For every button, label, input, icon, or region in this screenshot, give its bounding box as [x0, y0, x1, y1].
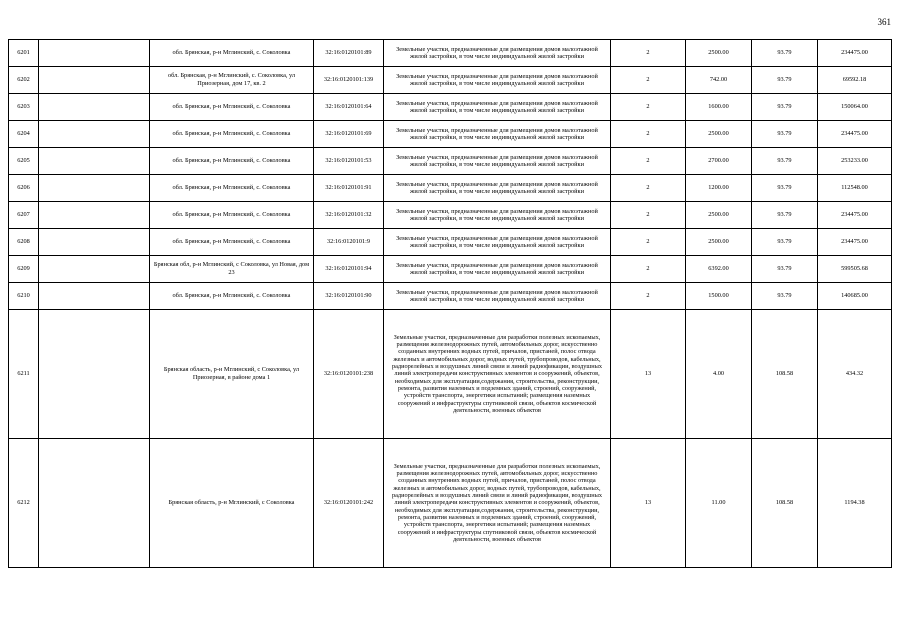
- cell-number: 6205: [9, 148, 39, 175]
- cell-cadastral-value: 112548.00: [818, 175, 892, 202]
- cell-use-code: 2: [611, 229, 686, 256]
- cell-area: 11.00: [686, 439, 752, 568]
- cell-area: 2500.00: [686, 229, 752, 256]
- table-row: [9, 256, 892, 283]
- cell-area: 2500.00: [686, 121, 752, 148]
- table-row: [9, 283, 892, 310]
- cell-number: 6202: [9, 67, 39, 94]
- cell-use-code: 2: [611, 202, 686, 229]
- cell-land-use: Земельные участки, предназначенные для размещения домов малоэтажной жилой застройки, в том числе индивидуальной жилой застройки: [384, 94, 611, 121]
- cadastral-registry-table: [8, 39, 892, 568]
- table-row: [9, 229, 892, 256]
- cell-specific-value: 93.79: [752, 67, 818, 94]
- cell-empty: [39, 229, 150, 256]
- cell-empty: [39, 67, 150, 94]
- cell-cadastral-value: 140685.00: [818, 283, 892, 310]
- cell-specific-value: 93.79: [752, 256, 818, 283]
- cell-cadastral-number: 32:16:0120101:89: [314, 40, 384, 67]
- cell-cadastral-number: 32:16:0120101:32: [314, 202, 384, 229]
- cell-number: 6208: [9, 229, 39, 256]
- cell-number: 6204: [9, 121, 39, 148]
- cell-address: Брянская область, р-н Мглинский, с Соколовка, ул Приозерная, в районе дома 1: [150, 310, 314, 439]
- cell-address: обл. Брянская, р-н Мглинский, с. Соколовка: [150, 148, 314, 175]
- cell-empty: [39, 40, 150, 67]
- cell-area: 4.00: [686, 310, 752, 439]
- cell-specific-value: 93.79: [752, 40, 818, 67]
- cell-area: 1600.00: [686, 94, 752, 121]
- cell-empty: [39, 439, 150, 568]
- cell-specific-value: 93.79: [752, 175, 818, 202]
- cell-cadastral-number: 32:16:0120101:94: [314, 256, 384, 283]
- cell-cadastral-number: 32:16:0120101:69: [314, 121, 384, 148]
- cell-cadastral-number: 32:16:0120101:91: [314, 175, 384, 202]
- cell-land-use: Земельные участки, предназначенные для разработки полезных ископаемых, размещения железнодорожных путей, автомобильных дорог, искусственно созданных внутренних водных путей, причалов, пристаней, полос отвода железных и автомобильных дорог, водных путей, трубопроводов, кабельных, радиорелейных и воздушных линий связи и линий радиофикации, воздушных линий электропередачи конструктивных элементов и сооружений, объектов, необходимых для эксплуатации,содержания, строительства, реконструкции, ремонта, развития наземных и подземных зданий, строений, сооружений, устройств транспорта, энергетики испытаний; размещения наземных сооружений и инфраструктуры спутниковой связи, объектов космической деятельности, военных объектов: [384, 310, 611, 439]
- cell-address: обл. Брянская, р-н Мглинский, с. Соколовка: [150, 94, 314, 121]
- cell-specific-value: 108.58: [752, 439, 818, 568]
- cell-use-code: 2: [611, 121, 686, 148]
- cell-specific-value: 108.58: [752, 310, 818, 439]
- cell-number: 6203: [9, 94, 39, 121]
- cell-land-use: Земельные участки, предназначенные для размещения домов малоэтажной жилой застройки, в том числе индивидуальной жилой застройки: [384, 121, 611, 148]
- cell-empty: [39, 94, 150, 121]
- cell-address: обл. Брянская, р-н Мглинский, с. Соколовка: [150, 40, 314, 67]
- cell-number: 6212: [9, 439, 39, 568]
- cell-number: 6207: [9, 202, 39, 229]
- cell-empty: [39, 175, 150, 202]
- table-row: [9, 175, 892, 202]
- cell-specific-value: 93.79: [752, 229, 818, 256]
- cell-specific-value: 93.79: [752, 283, 818, 310]
- table-row: [9, 121, 892, 148]
- cell-address: обл. Брянская, р-н Мглинский, с. Соколовка: [150, 202, 314, 229]
- cell-address: обл. Брянская, р-н Мглинский, с. Соколовка: [150, 283, 314, 310]
- cell-cadastral-number: 32:16:0120101:242: [314, 439, 384, 568]
- cell-land-use: Земельные участки, предназначенные для размещения домов малоэтажной жилой застройки, в том числе индивидуальной жилой застройки: [384, 40, 611, 67]
- cell-use-code: 2: [611, 175, 686, 202]
- table-row: [9, 67, 892, 94]
- table-row: [9, 202, 892, 229]
- cell-cadastral-number: 32:16:0120101:139: [314, 67, 384, 94]
- cell-number: 6211: [9, 310, 39, 439]
- cell-empty: [39, 256, 150, 283]
- cell-land-use: Земельные участки, предназначенные для размещения домов малоэтажной жилой застройки, в том числе индивидуальной жилой застройки: [384, 67, 611, 94]
- cell-use-code: 2: [611, 67, 686, 94]
- cell-address: обл. Брянская, р-н Мглинский, с. Соколовка: [150, 229, 314, 256]
- cell-area: 1200.00: [686, 175, 752, 202]
- cell-cadastral-value: 234475.00: [818, 202, 892, 229]
- cell-cadastral-number: 32:16:0120101:238: [314, 310, 384, 439]
- cell-cadastral-value: 69592.18: [818, 67, 892, 94]
- cell-empty: [39, 148, 150, 175]
- cell-area: 742.00: [686, 67, 752, 94]
- cell-address: обл. Брянская, р-н Мглинский, с. Соколовка: [150, 121, 314, 148]
- cell-use-code: 2: [611, 256, 686, 283]
- cell-cadastral-value: 1194.38: [818, 439, 892, 568]
- cell-area: 2500.00: [686, 202, 752, 229]
- cell-land-use: Земельные участки, предназначенные для размещения домов малоэтажной жилой застройки, в том числе индивидуальной жилой застройки: [384, 256, 611, 283]
- cell-cadastral-value: 234475.00: [818, 40, 892, 67]
- cell-empty: [39, 121, 150, 148]
- cell-use-code: 2: [611, 94, 686, 121]
- cell-area: 6392.00: [686, 256, 752, 283]
- cell-number: 6206: [9, 175, 39, 202]
- cell-cadastral-value: 599505.68: [818, 256, 892, 283]
- cell-address: Брянская область, р-н Мглинский, с Соколовка: [150, 439, 314, 568]
- cell-address: Брянская обл, р-н Мглинский, с Соколовка, ул Новая, дом 23: [150, 256, 314, 283]
- cell-use-code: 2: [611, 40, 686, 67]
- cell-area: 1500.00: [686, 283, 752, 310]
- cell-address: обл. Брянская, р-н Мглинский, с. Соколовка, ул Приозерная, дом 17, кв. 2: [150, 67, 314, 94]
- cell-empty: [39, 310, 150, 439]
- cell-cadastral-number: 32:16:0120101:90: [314, 283, 384, 310]
- cell-use-code: 2: [611, 148, 686, 175]
- cell-area: 2700.00: [686, 148, 752, 175]
- cell-cadastral-number: 32:16:0120101:64: [314, 94, 384, 121]
- cell-specific-value: 93.79: [752, 148, 818, 175]
- table-row: [9, 94, 892, 121]
- cell-land-use: Земельные участки, предназначенные для размещения домов малоэтажной жилой застройки, в том числе индивидуальной жилой застройки: [384, 229, 611, 256]
- table-row: [9, 439, 892, 568]
- cell-empty: [39, 283, 150, 310]
- cell-area: 2500.00: [686, 40, 752, 67]
- cell-land-use: Земельные участки, предназначенные для размещения домов малоэтажной жилой застройки, в том числе индивидуальной жилой застройки: [384, 202, 611, 229]
- cell-use-code: 13: [611, 310, 686, 439]
- cell-cadastral-value: 253233.00: [818, 148, 892, 175]
- cell-cadastral-value: 150064.00: [818, 94, 892, 121]
- cell-land-use: Земельные участки, предназначенные для разработки полезных ископаемых, размещения железнодорожных путей, автомобильных дорог, искусственно созданных внутренних водных путей, причалов, пристаней, полос отвода железных и автомобильных дорог, водных путей, трубопроводов, кабельных, радиорелейных и воздушных линий связи и линий радиофикации, воздушных линий электропередачи конструктивных элементов и сооружений, объектов, необходимых для эксплуатации,содержания, строительства, реконструкции, ремонта, развития наземных и подземных зданий, строений, сооружений, устройств транспорта, энергетики испытаний; размещения наземных сооружений и инфраструктуры спутниковой связи, объектов космической деятельности, военных объектов: [384, 439, 611, 568]
- cell-cadastral-value: 234475.00: [818, 229, 892, 256]
- cell-land-use: Земельные участки, предназначенные для размещения домов малоэтажной жилой застройки, в том числе индивидуальной жилой застройки: [384, 148, 611, 175]
- cell-number: 6201: [9, 40, 39, 67]
- table-row: [9, 310, 892, 439]
- cell-specific-value: 93.79: [752, 202, 818, 229]
- cell-number: 6210: [9, 283, 39, 310]
- cell-use-code: 13: [611, 439, 686, 568]
- cell-cadastral-value: 234475.00: [818, 121, 892, 148]
- cell-cadastral-number: 32:16:0120101:53: [314, 148, 384, 175]
- cell-number: 6209: [9, 256, 39, 283]
- cell-cadastral-value: 434.32: [818, 310, 892, 439]
- cell-specific-value: 93.79: [752, 94, 818, 121]
- table-row: [9, 40, 892, 67]
- cell-cadastral-number: 32:16:0120101:9: [314, 229, 384, 256]
- table-row: [9, 148, 892, 175]
- page-number: 361: [877, 17, 891, 27]
- cell-empty: [39, 202, 150, 229]
- cell-land-use: Земельные участки, предназначенные для размещения домов малоэтажной жилой застройки, в том числе индивидуальной жилой застройки: [384, 175, 611, 202]
- cell-land-use: Земельные участки, предназначенные для размещения домов малоэтажной жилой застройки, в том числе индивидуальной жилой застройки: [384, 283, 611, 310]
- cell-use-code: 2: [611, 283, 686, 310]
- cell-address: обл. Брянская, р-н Мглинский, с. Соколовка: [150, 175, 314, 202]
- table-body: [9, 40, 892, 568]
- cell-specific-value: 93.79: [752, 121, 818, 148]
